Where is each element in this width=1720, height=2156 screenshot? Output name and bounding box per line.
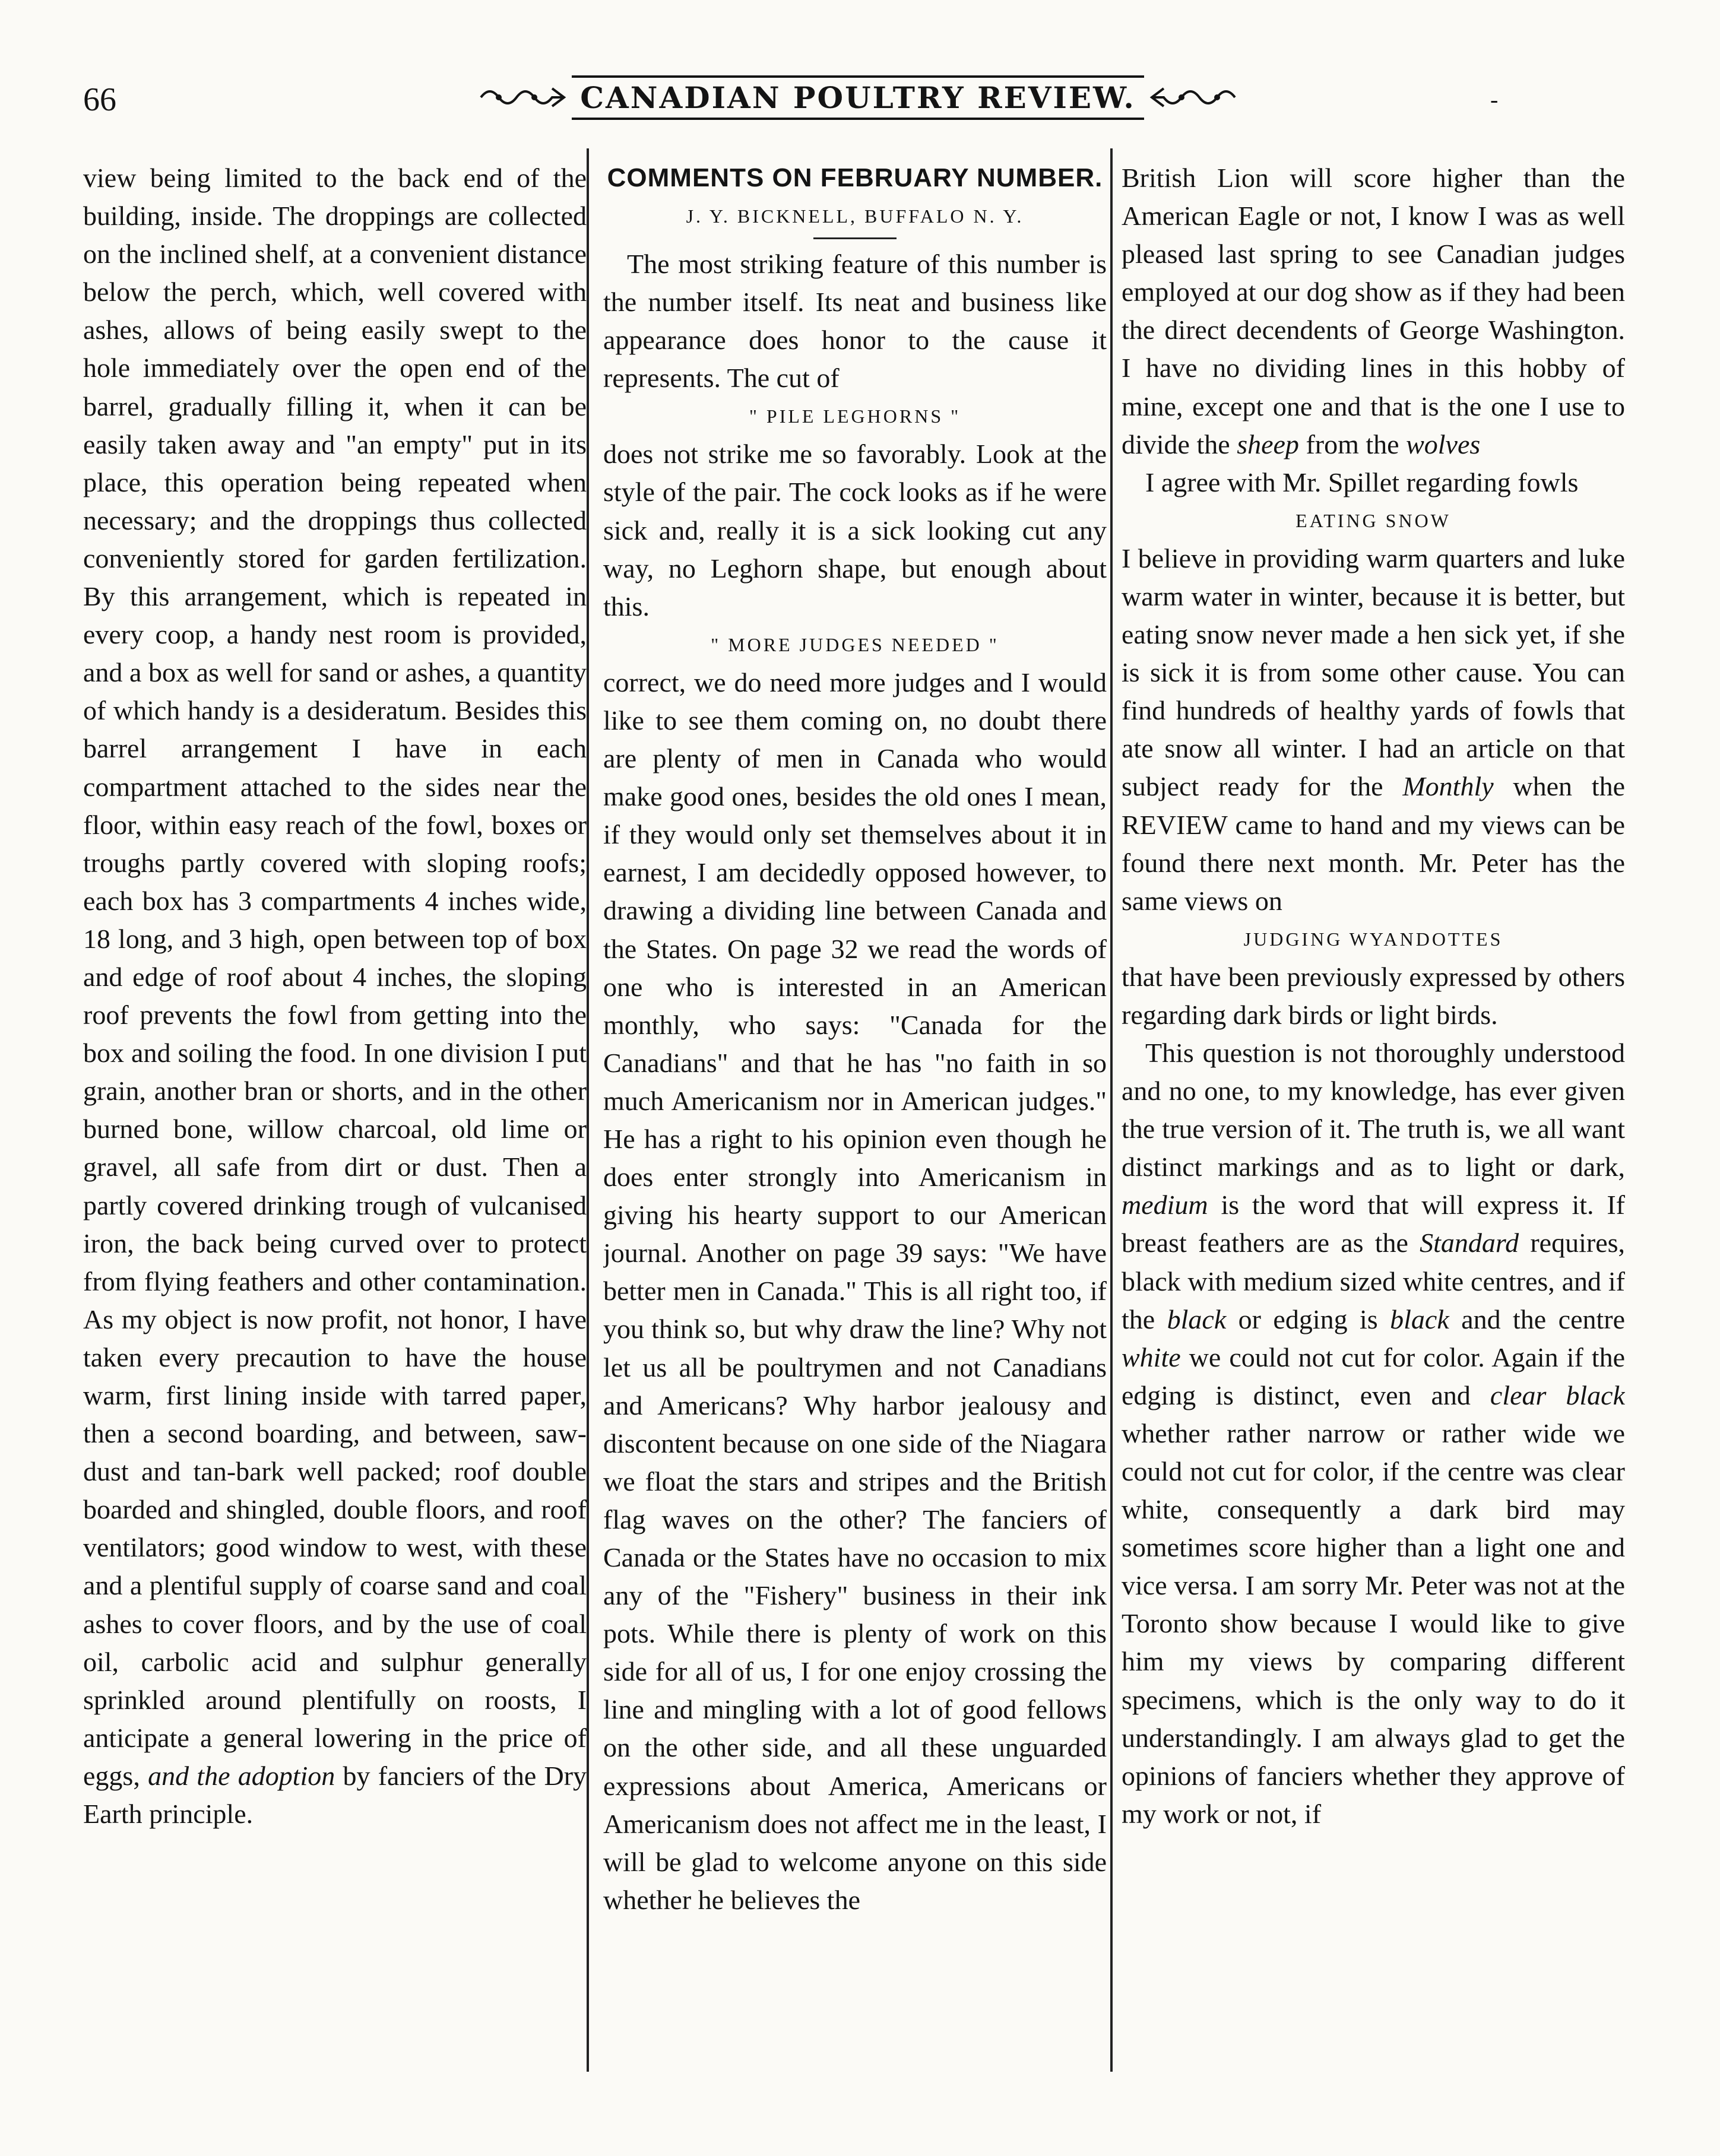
subhead-judging-wyandottes: JUDGING WYANDOTTES [1243, 928, 1503, 950]
column3-text: requires, black with medium sized white centres, and if the [1122, 1228, 1625, 1334]
column3-paragraph-5 [1122, 1034, 1625, 1833]
column1-text: view being limited to the back end of the building, inside. The droppings are collected on the inclined shelf, at a convenient distance below the perch, which, well covered with ashes, allows of being easily swept to the hole immediately over the open end of the barrel, gradually filling it, when it can be easily taken away and "an empty" put in its place, this operation being repeated when necessary; and the droppings thus collected conveniently stored for garden fertilization. By this arrangement, which is repeated in every coop, a handy nest room is provided, and a box as well for sand or ashes, a quantity of which handy is a desideratum. Besides this barrel arrangement I have in each compartment attached to the sides near the floor, within easy reach of the fowl, boxes or troughs partly covered with sloping roofs; each box has 3 compartments 4 inches wide, 18 long, and 3 high, open between top of box and edge of roof about 4 inches, the sloping roof prevents the fowl from getting into the box and soiling the food. In one division I put grain, another bran or shorts, and in the other burned bone, willow charcoal, old lime or gravel, all safe from dirt or dust. Then a partly covered drinking trough of vulcanised iron, the back being curved over to protect from flying feathers and other contamination. As my object is now profit, not honor, I have taken every precaution to have the house warm, first lining inside with tarred paper, then a second boarding, and between, saw-dust and tan-bark well packed; roof double boarded and shingled, double floors, and roof ventilators; good window to west, with these and a plentiful supply of coarse sand and coal ashes to cover floors, and by the use of coal oil, carbolic acid and sulphur generally sprinkled around plentifully on roosts, I anticipate a general lowering in the price of eggs, [83, 163, 587, 1791]
italic-word: medium [1122, 1190, 1208, 1220]
subhead-eating-snow: EATING SNOW [1295, 509, 1451, 531]
corner-mark: - [1490, 86, 1499, 113]
byline-rule [813, 237, 897, 239]
column1-italic: and the adoption [148, 1760, 335, 1791]
column3-paragraph-2: I agree with Mr. Spillet regarding fowls [1145, 467, 1579, 497]
italic-word: black [1390, 1304, 1449, 1334]
column3-text: or edging is [1238, 1304, 1378, 1334]
article-title: COMMENTS ON FEBRUARY NUMBER. [607, 163, 1103, 192]
column2-paragraph-1: The most striking feature of this number is the number itself. Its neat and business like appearance does honor to the cause it represents. The cut of [603, 249, 1107, 394]
italic-word: black [1167, 1304, 1227, 1334]
column1-paragraph [83, 159, 587, 1833]
column3-text: and the centre [1461, 1304, 1625, 1334]
subhead-more-judges: " MORE JUDGES NEEDED " [711, 633, 999, 655]
column-3 [1122, 159, 1625, 2065]
column3-paragraph-3 [1122, 540, 1625, 920]
column-1 [83, 159, 587, 2065]
italic-word: clear black [1490, 1380, 1625, 1410]
column3-text: whether rather narrow or rather wide we could not cut for color, if the centre was clear white, consequently a dark bird may sometimes score higher than a light one and vice versa. I am sorry Mr. Peter was not at the Toronto show because I would like to give him my views by comparing different specimens, which is the only way to do it understandingly. I am always glad to get the opinions of fanciers whether they approve of my work or not, if [1122, 1418, 1625, 1829]
column3-text: This question is not thoroughly understood and no one, to my knowledge, has ever given the true version of it. The truth is, we all want distinct markings and as to light or dark, [1122, 1037, 1625, 1182]
subhead-pile-leghorns: " PILE LEGHORNS " [749, 405, 961, 427]
italic-word: white [1122, 1342, 1181, 1372]
italic-word: Standard [1420, 1228, 1519, 1258]
right-ornament-icon [1149, 83, 1238, 112]
masthead-title: CANADIAN POULTRY REVIEW. [572, 75, 1144, 120]
column1-text-end: by fanciers of the Dry Earth principle. [83, 1760, 587, 1830]
column3-paragraph-1 [1122, 159, 1625, 464]
column3-text: we could not cut for color. Again if the edging is distinct, even and [1122, 1342, 1625, 1410]
column-divider-right [1110, 148, 1113, 2072]
column3-text: from the [1306, 429, 1399, 459]
column3-text: I believe in providing warm quarters and luke warm water in winter, because it is better, but eating snow never made a hen sick yet, if she is sick it is from some other cause. You can find hundreds of healthy yards of fowls that ate snow all winter. I had an article on that subject ready for the [1122, 543, 1625, 802]
left-ornament-icon [478, 83, 567, 112]
column-2 [603, 159, 1107, 2065]
page-number: 66 [83, 81, 116, 118]
column3-text: British Lion will score higher than the American Eagle or not, I know I was as well pleased last spring to see Canadian judges employed at our dog show as if they had been the direct decendents of George Washington. I have no dividing lines in this hobby of mine, except one and that is the one I use to divide the [1122, 163, 1625, 459]
italic-word: wolves [1406, 429, 1481, 459]
column-divider-left [587, 148, 589, 2072]
column2-paragraph-3: correct, we do need more judges and I would like to see them coming on, no doubt there are plenty of men in Canada who would make good ones, besides the old ones I mean, if they would only set themselves about it in earnest, I am decidedly opposed however, to drawing a dividing line between Canada and the States. On page 32 we read the words of one who is interested in an American monthly, who says: "Canada for the Canadians" and that he has "no faith in so much Americanism nor in American judges." He has a right to his opinion even though he does enter strongly into Americanism in giving his hearty support to our American journal. Another on page 39 says: "We have better men in Canada." This is all right too, if you think so, but why draw the line? Why not let us all be poultrymen and not Canadians and Americans? Why harbor jealousy and discontent because on one side of the Niagara we float the stars and stripes and the British flag waves on the other? The fanciers of Canada or the States have no occasion to mix any of the "Fishery" business in their ink pots. While there is plenty of work on this side for all of us, I for one enjoy crossing the line and mingling with a lot of good fellows on the other side, and all these unguarded expressions about America, Americans or Americanism does not affect me in the least, I will be glad to welcome anyone on this side whether he believes the [603, 667, 1107, 1915]
article-byline: J. Y. BICKNELL, BUFFALO N. Y. [686, 205, 1024, 227]
column3-paragraph-4: that have been previously expressed by others regarding dark birds or light birds. [1122, 961, 1625, 1030]
italic-word: sheep [1237, 429, 1299, 459]
masthead [573, 70, 1143, 125]
column3-text: when the REVIEW came to hand and my views can be found there next month. Mr. Peter has the same views on [1122, 771, 1625, 916]
column3-text: is the word that will express it. If breast feathers are as the [1122, 1190, 1625, 1258]
column2-paragraph-2: does not strike me so favorably. Look at the style of the pair. The cock looks as if he were sick and, really it is a sick looking cut any way, no Leghorn shape, but enough about this. [603, 439, 1107, 622]
italic-word: Monthly [1402, 771, 1494, 802]
